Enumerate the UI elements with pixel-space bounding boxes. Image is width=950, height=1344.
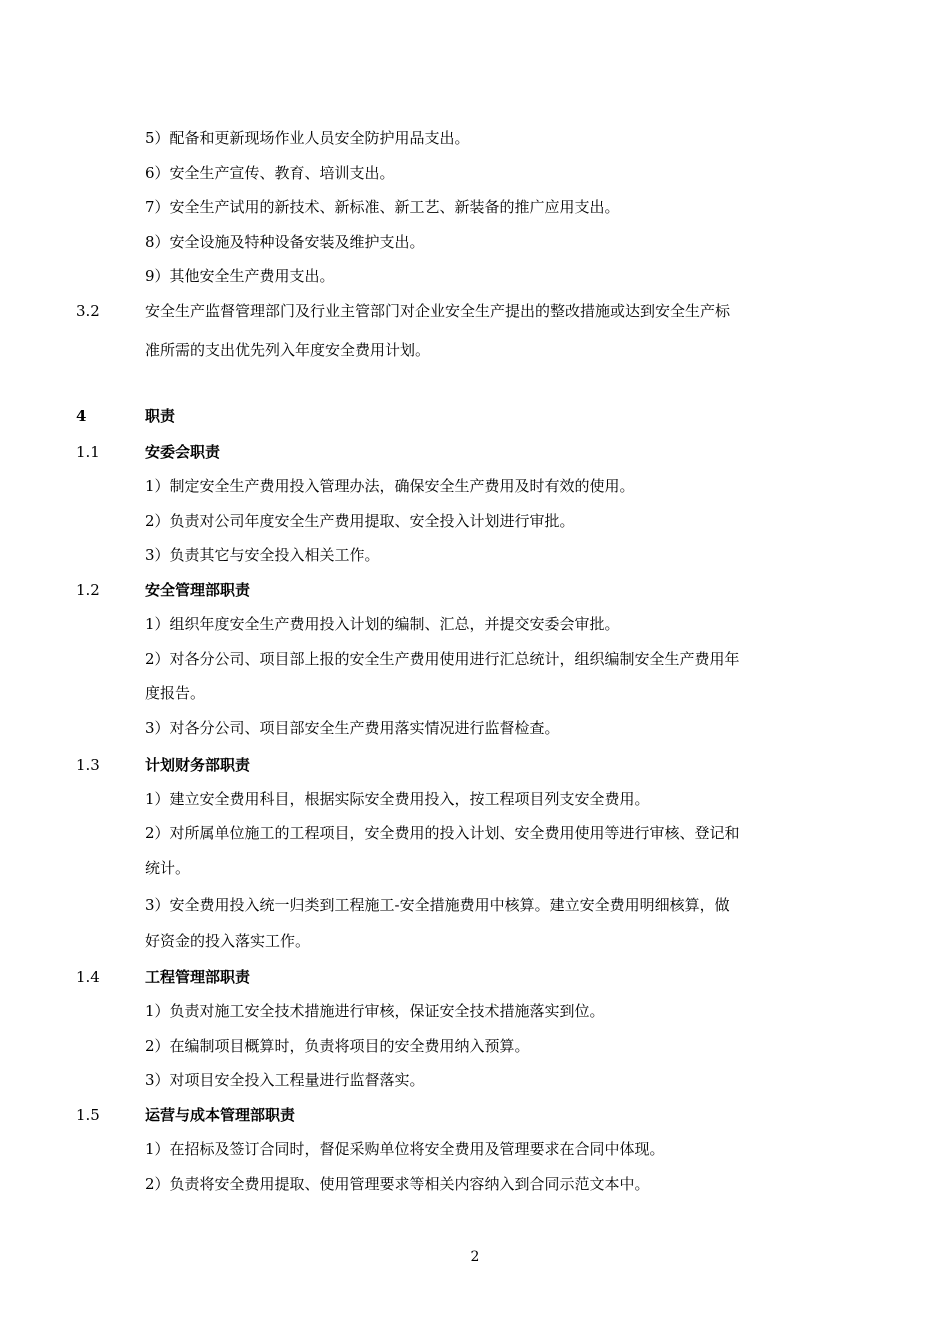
list-item: 7）安全生产试用的新技术、新标准、新工艺、新装备的推广应用支出。 — [145, 198, 620, 216]
section-heading: 安委会职责 — [145, 443, 221, 461]
list-item: 1）制定安全生产费用投入管理办法，确保安全生产费用及时有效的使用。 — [145, 477, 635, 495]
list-item: 6）安全生产宣传、教育、培训支出。 — [145, 164, 395, 182]
list-item: 3）负责其它与安全投入相关工作。 — [145, 546, 380, 564]
list-item: 9）其他安全生产费用支出。 — [145, 267, 335, 285]
list-item: 1）在招标及签订合同时，督促采购单位将安全费用及管理要求在合同中体现。 — [145, 1140, 665, 1158]
list-item: 1）组织年度安全生产费用投入计划的编制、汇总，并提交安委会审批。 — [145, 615, 620, 633]
section-number: 1.5 — [76, 1106, 100, 1124]
paragraph-line: 安全生产监督管理部门及行业主管部门对企业安全生产提出的整改措施或达到安全生产标 — [145, 302, 731, 320]
section-number: 1.1 — [76, 443, 100, 461]
list-item: 度报告。 — [145, 684, 206, 702]
section-heading: 安全管理部职责 — [145, 581, 251, 599]
list-item: 好资金的投入落实工作。 — [145, 932, 311, 950]
section-number: 1.3 — [76, 756, 100, 774]
list-item: 统计。 — [145, 859, 191, 877]
list-item: 2）对所属单位施工的工程项目，安全费用的投入计划、安全费用使用等进行审核、登记和 — [145, 824, 740, 842]
list-item: 2）在编制项目概算时，负责将项目的安全费用纳入预算。 — [145, 1037, 530, 1055]
section-number: 3.2 — [76, 302, 100, 320]
section-heading: 职责 — [145, 407, 176, 425]
list-item: 2）负责将安全费用提取、使用管理要求等相关内容纳入到合同示范文本中。 — [145, 1175, 650, 1193]
list-item: 2）对各分公司、项目部上报的安全生产费用使用进行汇总统计，组织编制安全生产费用年 — [145, 650, 740, 668]
section-heading: 工程管理部职责 — [145, 968, 251, 986]
section-heading: 运营与成本管理部职责 — [145, 1106, 296, 1124]
list-item: 3）安全费用投入统一归类到工程施工-安全措施费用中核算。建立安全费用明细核算，做 — [145, 896, 730, 914]
list-item: 1）负责对施工安全技术措施进行审核，保证安全技术措施落实到位。 — [145, 1002, 605, 1020]
paragraph-line: 准所需的支出优先列入年度安全费用计划。 — [145, 341, 431, 359]
list-item: 1）建立安全费用科目，根据实际安全费用投入，按工程项目列支安全费用。 — [145, 790, 650, 808]
list-item: 3）对各分公司、项目部安全生产费用落实情况进行监督检查。 — [145, 719, 560, 737]
list-item: 3）对项目安全投入工程量进行监督落实。 — [145, 1071, 425, 1089]
section-number: 4 — [76, 407, 87, 425]
section-heading: 计划财务部职责 — [145, 756, 251, 774]
list-item: 5）配备和更新现场作业人员安全防护用品支出。 — [145, 129, 470, 147]
list-item: 2）负责对公司年度安全生产费用提取、安全投入计划进行审批。 — [145, 512, 575, 530]
section-number: 1.4 — [76, 968, 100, 986]
section-number: 1.2 — [76, 581, 100, 599]
page-number: 2 — [470, 1249, 480, 1265]
list-item: 8）安全设施及特种设备安装及维护支出。 — [145, 233, 425, 251]
